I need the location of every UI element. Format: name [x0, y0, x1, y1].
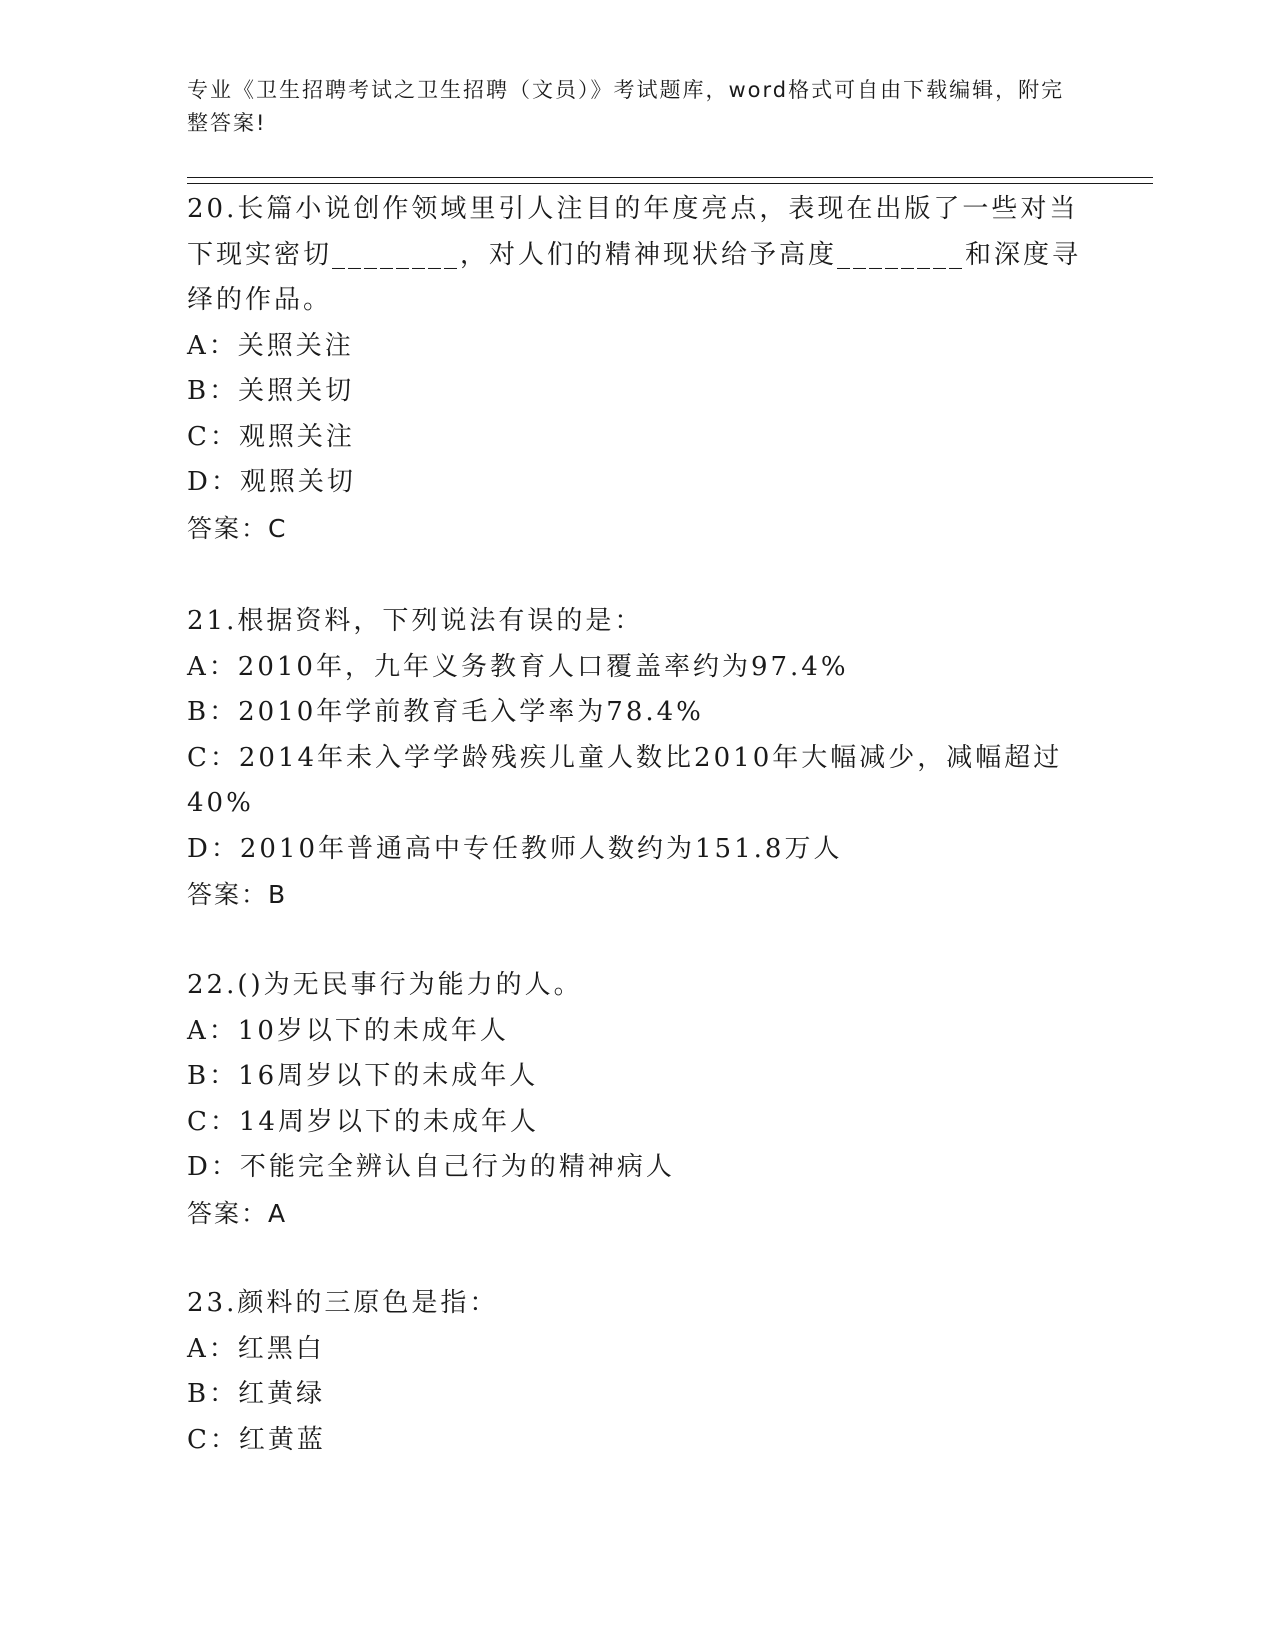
option-b: B：16周岁以下的未成年人	[187, 1061, 539, 1091]
option-c: C：14周岁以下的未成年人	[187, 1106, 539, 1137]
option-c: C：观照关注	[187, 421, 355, 452]
answer-line: 答案：C	[187, 513, 288, 543]
header-divider-line	[187, 183, 1153, 184]
question-23	[187, 1281, 1087, 1463]
header-divider-line	[187, 177, 1153, 178]
option-b: B：2010年学前教育毛入学率为78.4%	[187, 697, 704, 727]
question-22	[187, 963, 1087, 1236]
question-stem: 21.根据资料，下列说法有误的是：	[187, 606, 644, 636]
question-stem: 22.()为无民事行为能力的人。	[187, 970, 583, 1000]
question-stem: 20.长篇小说创作领域里引人注目的年度亮点，表现在出版了一些对当下现实密切________，对人们的精神现状给予高度________和深度寻绎的作品。	[187, 194, 1082, 315]
option-a: A：关照关注	[187, 330, 354, 361]
question-21	[187, 599, 1087, 917]
option-d: D：不能完全辨认自己行为的精神病人	[187, 1152, 675, 1182]
question-stem: 23.颜料的三原色是指：	[187, 1288, 499, 1318]
option-d: D：2010年普通高中专任教师人数约为151.8万人	[187, 833, 843, 864]
answer-line: 答案：A	[187, 1198, 288, 1228]
document-header-note: 专业《卫生招聘考试之卫生招聘（文员）》考试题库，word格式可自由下载编辑，附完整答案!	[187, 78, 1065, 135]
option-c: C：2014年未入学学龄残疾儿童人数比2010年大幅减少，减幅超过40%	[187, 742, 1063, 818]
option-d: D：观照关切	[187, 467, 356, 497]
option-b: B：关照关切	[187, 376, 355, 406]
option-a: A：2010年，九年义务教育人口覆盖率约为97.4%	[187, 651, 849, 682]
option-a: A：10岁以下的未成年人	[187, 1015, 509, 1046]
option-b: B：红黄绿	[187, 1379, 326, 1409]
option-a: A：红黑白	[187, 1333, 325, 1364]
option-c: C：红黄蓝	[187, 1424, 326, 1455]
answer-line: 答案：B	[187, 880, 288, 909]
question-20	[187, 187, 1087, 551]
